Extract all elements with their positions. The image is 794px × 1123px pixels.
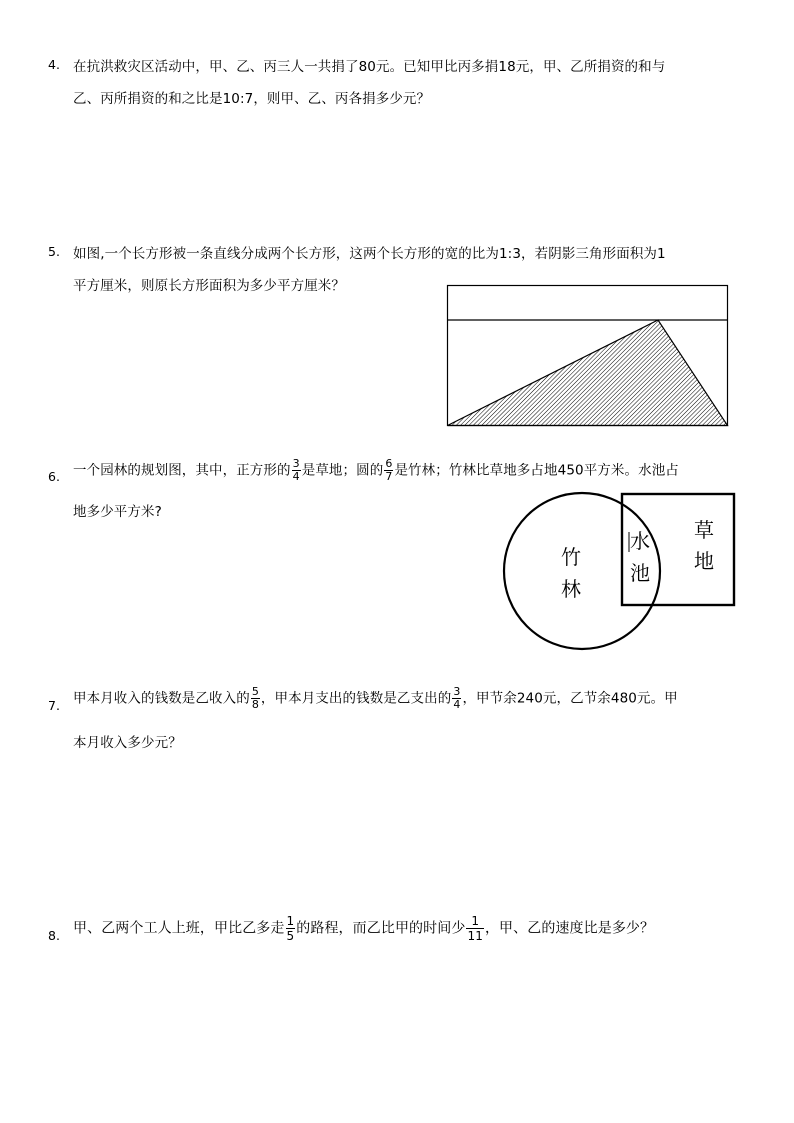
bamboo-label-1: 竹 (561, 545, 581, 569)
question-number: 8. (48, 928, 60, 943)
pond-label-1: 水 (630, 529, 650, 553)
grass-label-1: 草 (694, 518, 714, 542)
shaded-triangle (448, 320, 728, 426)
text-segment: 的路程，而乙比甲的时间少 (296, 920, 466, 937)
garden-plan-figure (498, 488, 743, 658)
question-text-line-1 (73, 914, 654, 943)
pond-label-2: 池 (630, 561, 650, 585)
text-segment: 甲本月收入的钱数是乙收入的 (73, 690, 250, 707)
question-text-line-2: 乙、丙所捐资的和之比是10:7，则甲、乙、丙各捐多少元？ (73, 91, 431, 107)
fraction-three-quarters: $\frac{3}{4}$ (292, 457, 300, 483)
question-number: 6. (48, 469, 60, 484)
fraction-six-sevenths: $\frac{6}{7}$ (385, 457, 393, 483)
text-segment: 甲、乙两个工人上班，甲比乙多走 (73, 920, 285, 937)
text-segment: ，甲、乙的速度比是多少？ (484, 920, 655, 937)
question-text-line-2: 地多少平方米? (73, 504, 162, 520)
rectangle-triangle-figure (440, 280, 740, 432)
text-segment: 是草地；圆的 (301, 462, 384, 479)
text-segment: 是竹林；竹林比草地多占地450平方米。水池占 (394, 462, 679, 479)
text-segment: 一个园林的规划图，其中，正方形的 (73, 462, 291, 479)
question-number: 5. (48, 244, 60, 259)
bamboo-label-2: 林 (561, 577, 581, 601)
fraction-five-eighths: $\frac{5}{8}$ (251, 685, 259, 711)
question-text-line-1: 如图,一个长方形被一条直线分成两个长方形，这两个长方形的宽的比为1:3，若阴影三角形面积为1 (73, 246, 666, 262)
question-text-line-2: 本月收入多少元？ (73, 735, 182, 751)
question-text-line-1 (73, 458, 679, 483)
question-text-line-1: 在抗洪救灾区活动中，甲、乙、丙三人一共捐了80元。已知甲比丙多捐18元，甲、乙所捐资的和与 (73, 59, 666, 75)
fraction-one-eleventh: $\frac{1}{11}$ (467, 914, 483, 943)
question-number: 7. (48, 698, 60, 713)
fraction-one-fifth: $\frac{1}{5}$ (286, 914, 295, 943)
grass-label-2: 地 (694, 549, 714, 573)
question-text-line-2: 平方厘米，则原长方形面积为多少平方厘米？ (73, 278, 345, 294)
question-text-line-1 (73, 686, 678, 711)
text-segment: ，甲本月支出的钱数是乙支出的 (260, 690, 452, 707)
question-number: 4. (48, 57, 60, 72)
fraction-three-quarters: $\frac{3}{4}$ (453, 685, 461, 711)
text-segment: ，甲节余240元，乙节余480元。甲 (462, 690, 678, 707)
